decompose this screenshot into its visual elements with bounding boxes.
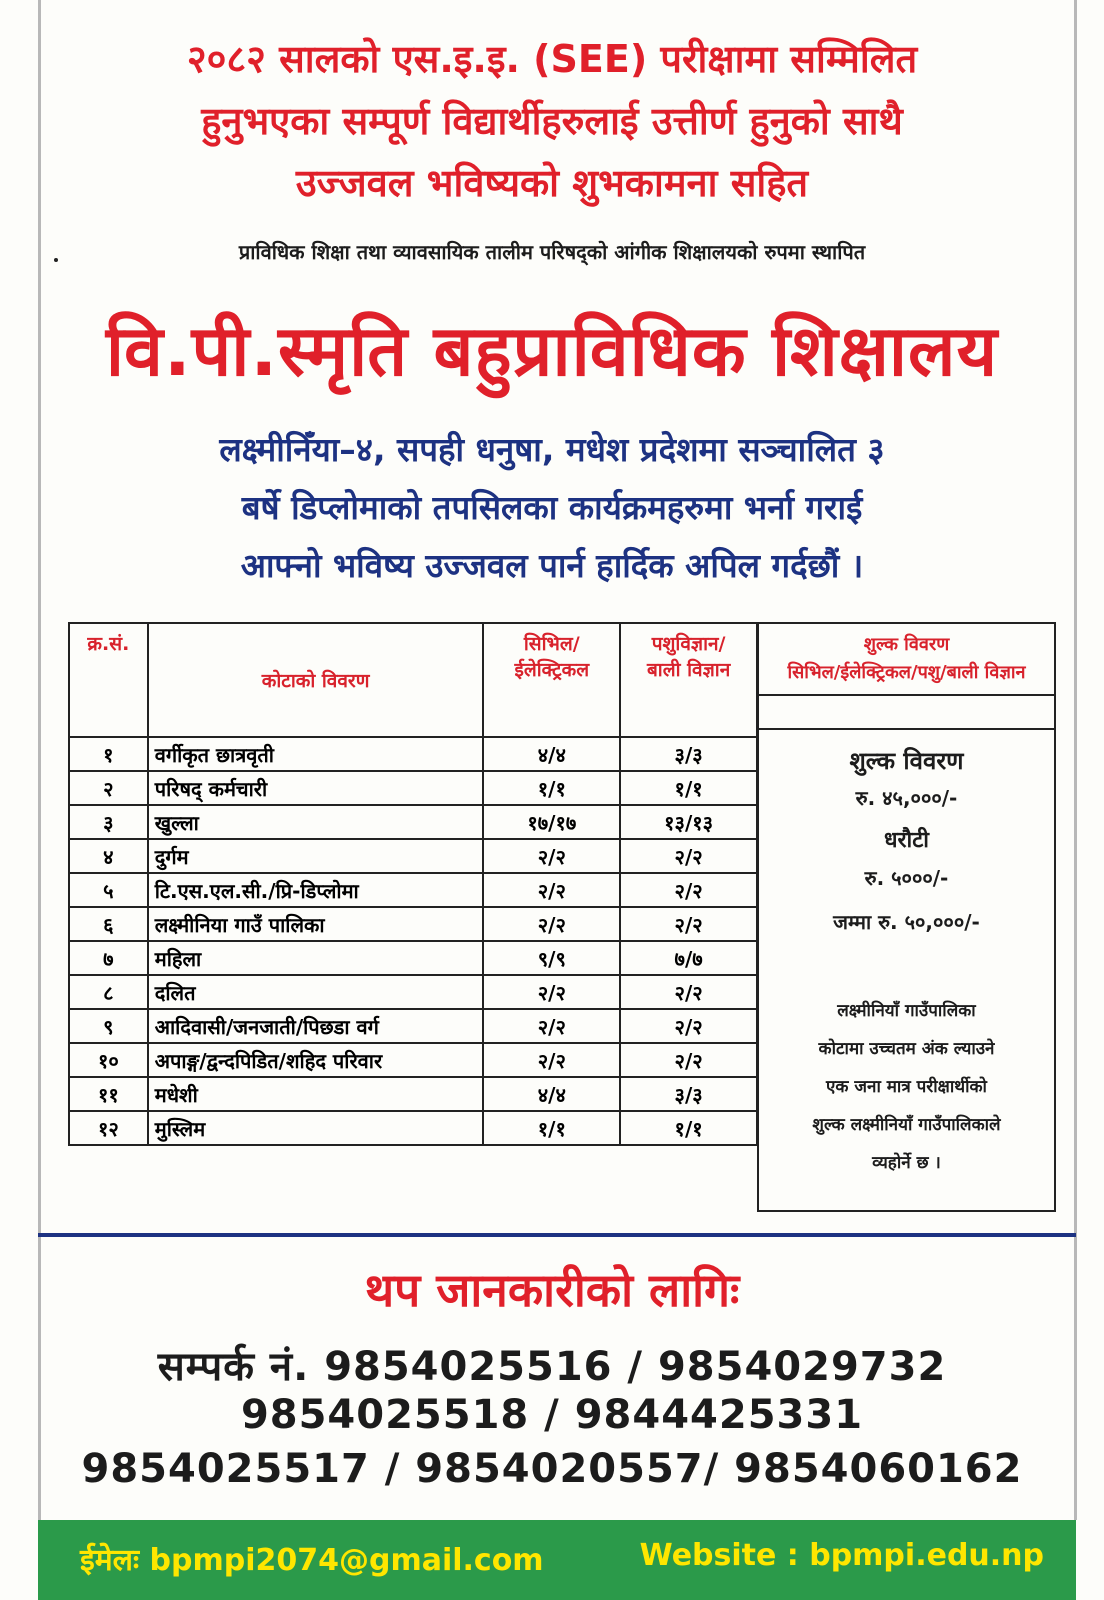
row-animal-crop: २/२: [620, 839, 757, 873]
contact-line-1: सम्पर्क नं. 9854025516 / 9854029732: [157, 1344, 947, 1390]
row-animal-crop: ३/३: [620, 737, 757, 771]
row-animal-crop: २/२: [620, 907, 757, 941]
row-civil-electrical: ४/४: [483, 737, 620, 771]
row-animal-crop: २/२: [620, 1043, 757, 1077]
header-sn: क्र.सं.: [69, 623, 148, 737]
row-desc: टि.एस.एल.सी./प्रि-डिप्लोमा: [148, 873, 484, 907]
fee-note-2: कोटामा उच्चतम अंक ल्याउने: [818, 1039, 995, 1059]
row-sn: २: [69, 771, 148, 805]
row-animal-crop: ३/३: [620, 1077, 757, 1111]
header-agri-b: बाली विज्ञान: [646, 659, 731, 681]
row-civil-electrical: १/१: [483, 771, 620, 805]
fee-title: शुल्क विवरण: [849, 747, 964, 775]
fee-note-1: लक्ष्मीनियाँ गाउँपालिका: [837, 1001, 976, 1021]
row-animal-crop: २/२: [620, 975, 757, 1009]
row-desc: दुर्गम: [148, 839, 484, 873]
row-civil-electrical: २/२: [483, 873, 620, 907]
contact-line-3: 9854025517 / 9854020557/ 9854060162: [81, 1446, 1023, 1492]
header-civil-electrical: [483, 623, 620, 737]
table-row: [69, 839, 757, 873]
header-agri-a: पशुविज्ञान/: [651, 633, 726, 655]
fee-note-5: व्यहोर्ने छ ।: [872, 1153, 941, 1173]
fee-amount: रु. ४५,०००/-: [855, 786, 958, 810]
row-animal-crop: १/१: [620, 1111, 757, 1145]
fee-header-programs: सिभिल/ईलेक्ट्रिकल/पशु/बाली विज्ञान: [787, 662, 1026, 683]
fee-header: [759, 624, 1054, 696]
row-civil-electrical: २/२: [483, 839, 620, 873]
fee-divider: [759, 728, 1054, 730]
row-desc: आदिवासी/जनजाती/पिछडा वर्ग: [148, 1009, 484, 1043]
footer-bar: [38, 1520, 1076, 1600]
row-civil-electrical: ४/४: [483, 1077, 620, 1111]
row-civil-electrical: २/२: [483, 1009, 620, 1043]
row-animal-crop: २/२: [620, 873, 757, 907]
row-sn: ५: [69, 873, 148, 907]
row-desc: अपाङ्ग/द्वन्दपिडित/शहिद परिवार: [148, 1043, 484, 1077]
row-sn: १: [69, 737, 148, 771]
quota-table: [68, 622, 758, 1146]
row-desc: महिला: [148, 941, 484, 975]
header-civil-b: ईलेक्ट्रिकल: [514, 659, 590, 681]
row-animal-crop: १३/१३: [620, 805, 757, 839]
email-address[interactable]: ईमेलः bpmpi2074@gmail.com: [80, 1543, 544, 1578]
row-sn: १२: [69, 1111, 148, 1145]
website-link[interactable]: Website : bpmpi.edu.np: [639, 1538, 1044, 1573]
intro-line-2: बर्षे डिप्लोमाको तपसिलका कार्यक्रमहरुमा भर्ना गराई: [241, 488, 863, 527]
row-sn: ८: [69, 975, 148, 1009]
fee-total: जम्मा रु. ५०,०००/-: [833, 910, 980, 934]
affiliation-subtitle: प्राविधिक शिक्षा तथा व्यावसायिक तालीम परिषद्को आंगीक शिक्षालयको रुपमा स्थापित: [238, 240, 866, 264]
row-desc: मधेशी: [148, 1077, 484, 1111]
row-animal-crop: ७/७: [620, 941, 757, 975]
intro-line-1: लक्ष्मीनिँया–४, सपही धनुषा, मधेश प्रदेशमा सञ्चालित ३: [219, 430, 885, 469]
row-sn: ६: [69, 907, 148, 941]
row-sn: ११: [69, 1077, 148, 1111]
row-civil-electrical: २/२: [483, 1043, 620, 1077]
row-desc: लक्ष्मीनिया गाउँ पालिका: [148, 907, 484, 941]
quota-table-header: [69, 623, 757, 737]
more-info-heading: थप जानकारीको लागिः: [364, 1263, 740, 1317]
row-civil-electrical: २/२: [483, 907, 620, 941]
row-civil-electrical: १/१: [483, 1111, 620, 1145]
table-row: [69, 941, 757, 975]
header-civil-a: सिभिल/: [523, 633, 580, 655]
row-desc: दलित: [148, 975, 484, 1009]
row-sn: ७: [69, 941, 148, 975]
row-desc: खुल्ला: [148, 805, 484, 839]
row-civil-electrical: १७/१७: [483, 805, 620, 839]
row-animal-crop: २/२: [620, 1009, 757, 1043]
quota-table-body: [69, 737, 757, 1145]
row-sn: १०: [69, 1043, 148, 1077]
table-row: [69, 1111, 757, 1145]
table-row: [69, 1043, 757, 1077]
contact-line-2: 9854025518 / 9844425331: [240, 1392, 864, 1438]
table-row: [69, 975, 757, 1009]
row-sn: ४: [69, 839, 148, 873]
table-row: [69, 1077, 757, 1111]
row-civil-electrical: २/२: [483, 975, 620, 1009]
table-row: [69, 1009, 757, 1043]
header-animal-crop: [620, 623, 757, 737]
greeting-line-3: उज्जवल भविष्यको शुभकामना सहित: [295, 161, 809, 205]
section-divider: [38, 1233, 1076, 1237]
row-desc: वर्गीकृत छात्रवृती: [148, 737, 484, 771]
row-animal-crop: १/१: [620, 771, 757, 805]
deposit-amount: रु. ५०००/-: [864, 866, 949, 890]
row-sn: ३: [69, 805, 148, 839]
fee-header-title: शुल्क विवरण: [863, 634, 950, 655]
greeting-line-2: हुनुभएका सम्पूर्ण विद्यार्थीहरुलाई उत्तीर्ण हुनुको साथै: [201, 99, 903, 143]
row-desc: मुस्लिम: [148, 1111, 484, 1145]
deposit-label: धरौटी: [883, 828, 929, 853]
row-civil-electrical: ९/९: [483, 941, 620, 975]
row-desc: परिषद् कर्मचारी: [148, 771, 484, 805]
header-desc: कोटाको विवरण: [148, 623, 484, 737]
greeting-line-1: २०८२ सालको एस.इ.इ. (SEE) परीक्षामा सम्मिलित: [186, 37, 918, 81]
table-row: [69, 907, 757, 941]
fee-details-box: [757, 622, 1056, 1212]
table-row: [69, 873, 757, 907]
table-row: [69, 805, 757, 839]
fee-note-4: शुल्क लक्ष्मीनियाँ गाउँपालिकाले: [812, 1115, 1001, 1135]
table-row: [69, 771, 757, 805]
intro-line-3: आफ्नो भविष्य उज्जवल पार्न हार्दिक अपिल गर्दछौं ।: [240, 546, 864, 585]
table-row: [69, 737, 757, 771]
institute-name: वि.पी.स्मृति बहुप्राविधिक शिक्षालय: [105, 310, 999, 392]
fee-note-3: एक जना मात्र परीक्षार्थीको: [826, 1077, 987, 1097]
row-sn: ९: [69, 1009, 148, 1043]
